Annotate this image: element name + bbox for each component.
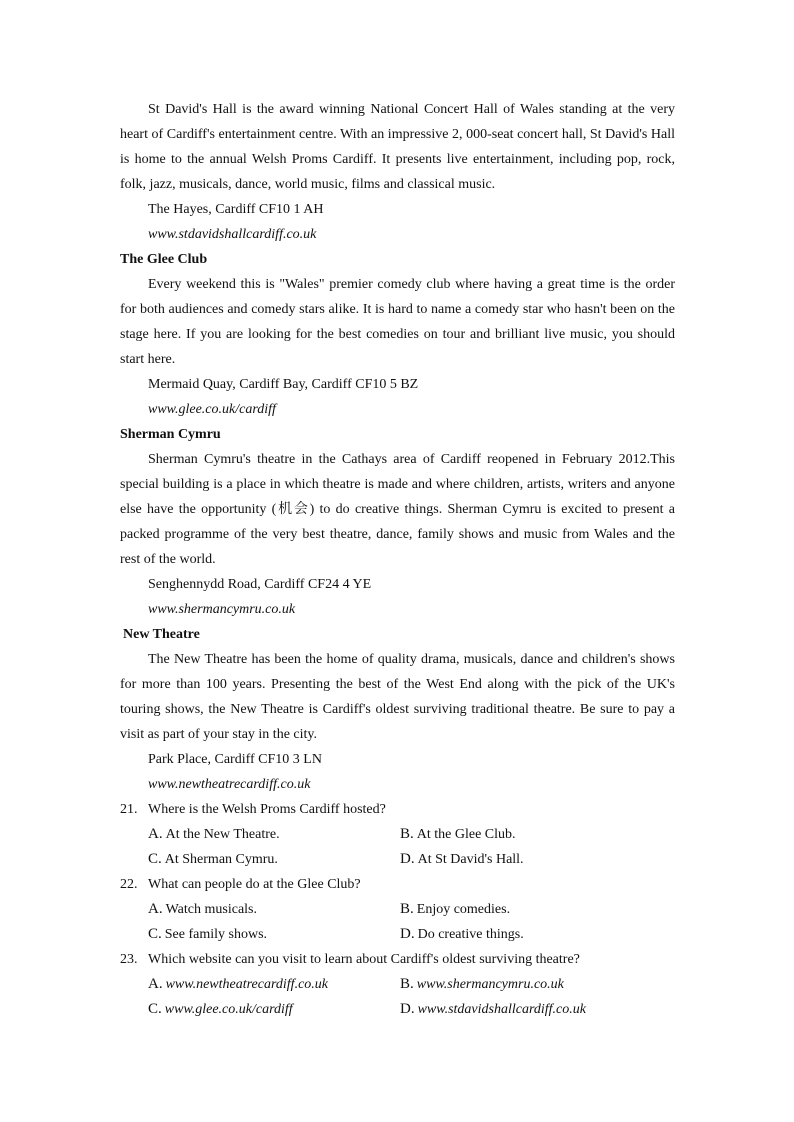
venue-sherman-cymru	[120, 422, 675, 622]
option-letter: A.	[148, 826, 163, 842]
option-letter: D.	[400, 851, 415, 867]
venue-description: Sherman Cymru's theatre in the Cathays area of Cardiff reopened in February 2012.This special building is a place in which theatre is made and where children, artists, writers and anyone else have the opportunity (机会) to do creative things. Sherman Cymru is excited to present a packed programme of the very best theatre, dance, family shows and music from Wales and the rest of the world.	[120, 452, 675, 567]
question-text: Which website can you visit to learn about Cardiff's oldest surviving theatre?	[148, 952, 580, 967]
option-letter: B.	[400, 901, 414, 917]
question-text: Where is the Welsh Proms Cardiff hosted?	[148, 802, 386, 817]
venue-website: www.shermancymru.co.uk	[148, 602, 296, 617]
venue-description: St David's Hall is the award winning National Concert Hall of Wales standing at the very heart of Cardiff's entertainment centre. With an impressive 2, 000-seat concert hall, St David's Hall is home to the annual Welsh Proms Cardiff. It presents live entertainment, including pop, rock, folk, jazz, musicals, dance, world music, films and classical music.	[120, 102, 675, 192]
question-21	[120, 797, 675, 872]
venue-heading: The Glee Club	[120, 252, 208, 267]
venue-website: www.newtheatrecardiff.co.uk	[148, 777, 311, 792]
venue-heading: New Theatre	[123, 627, 200, 642]
option-letter: B.	[400, 826, 414, 842]
venue-address: Senghennydd Road, Cardiff CF24 4 YE	[148, 577, 372, 592]
venue-address: Mermaid Quay, Cardiff Bay, Cardiff CF10 5 BZ	[148, 377, 419, 392]
option-b[interactable]	[400, 897, 675, 922]
option-text: See family shows.	[164, 927, 268, 942]
question-number: 23.	[120, 952, 138, 967]
option-a[interactable]	[148, 972, 400, 997]
question-23	[120, 947, 675, 1022]
question-number: 22.	[120, 877, 138, 892]
option-c[interactable]	[148, 997, 400, 1022]
option-c[interactable]	[148, 847, 400, 872]
question-22	[120, 872, 675, 947]
venue-website: www.glee.co.uk/cardiff	[148, 402, 276, 417]
option-b[interactable]	[400, 972, 675, 997]
option-d[interactable]	[400, 847, 675, 872]
venue-heading: Sherman Cymru	[120, 427, 221, 442]
option-letter: D.	[400, 926, 415, 942]
option-text: At the New Theatre.	[165, 827, 280, 842]
venue-st-davids-hall	[120, 97, 675, 247]
option-text: www.stdavidshallcardiff.co.uk	[417, 1002, 586, 1017]
option-letter: A.	[148, 901, 163, 917]
venue-address: Park Place, Cardiff CF10 3 LN	[148, 752, 322, 767]
option-letter: A.	[148, 976, 163, 992]
option-letter: C.	[148, 1001, 162, 1017]
venue-glee-club	[120, 247, 675, 422]
option-text: Watch musicals.	[165, 902, 257, 917]
venue-new-theatre	[120, 622, 675, 797]
option-letter: B.	[400, 976, 414, 992]
option-d[interactable]	[400, 922, 675, 947]
option-text: At Sherman Cymru.	[164, 852, 278, 867]
question-number: 21.	[120, 802, 138, 817]
option-text: At St David's Hall.	[417, 852, 524, 867]
venue-description: The New Theatre has been the home of quality drama, musicals, dance and children's shows for more than 100 years. Presenting the best of the West End along with the pick of the UK's touring shows, the New Theatre is Cardiff's oldest surviving traditional theatre. Be sure to pay a visit as part of your stay in the city.	[120, 652, 675, 742]
option-letter: D.	[400, 1001, 415, 1017]
option-text: www.shermancymru.co.uk	[416, 977, 564, 992]
option-d[interactable]	[400, 997, 675, 1022]
option-letter: C.	[148, 926, 162, 942]
option-text: At the Glee Club.	[416, 827, 516, 842]
option-text: www.glee.co.uk/cardiff	[164, 1002, 293, 1017]
venue-description: Every weekend this is "Wales" premier comedy club where having a great time is the order for both audiences and comedy stars alike. It is hard to name a comedy star who hasn't been on the stage here. If you are looking for the best comedies on tour and brilliant live music, you should start here.	[120, 277, 675, 367]
venue-website: www.stdavidshallcardiff.co.uk	[148, 227, 317, 242]
reading-passage	[120, 97, 675, 1022]
option-letter: C.	[148, 851, 162, 867]
option-text: www.newtheatrecardiff.co.uk	[165, 977, 328, 992]
question-text: What can people do at the Glee Club?	[148, 877, 361, 892]
option-text: Do creative things.	[417, 927, 524, 942]
option-a[interactable]	[148, 897, 400, 922]
option-c[interactable]	[148, 922, 400, 947]
venue-address: The Hayes, Cardiff CF10 1 AH	[148, 202, 324, 217]
option-b[interactable]	[400, 822, 675, 847]
option-text: Enjoy comedies.	[416, 902, 511, 917]
option-a[interactable]	[148, 822, 400, 847]
